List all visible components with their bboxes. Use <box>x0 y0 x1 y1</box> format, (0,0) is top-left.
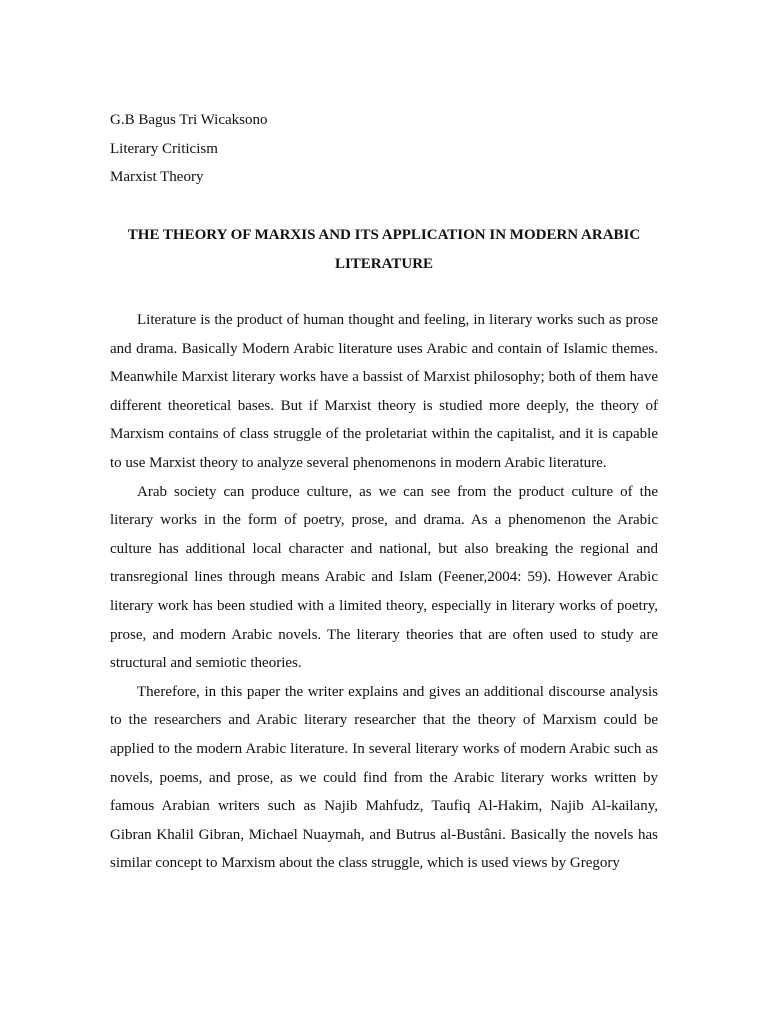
paragraph: Arab society can produce culture, as we can see from the product culture of the literary works in the form of poetry, prose, and drama. As a phenomenon the Arabic culture has additional local character and national, but also breaking the regional and transregional lines through means Arabic and Islam (Feener,2004: 59). However Arabic literary work has been studied with a limited theory, especially in literary works of poetry, prose, and modern Arabic novels. The literary theories that are often used to study are structural and semiotic theories. <box>110 483 658 672</box>
document-header <box>110 106 658 192</box>
paragraph: Therefore, in this paper the writer explains and gives an additional discourse analysis to the researchers and Arabic literary researcher that the theory of Marxism could be applied to the modern Arabic literature. In several literary works of modern Arabic such as novels, poems, and prose, as we could find from the Arabic literary works written by famous Arabian writers such as Najib Mahfudz, Taufiq Al-Hakim, Najib Al-kailany, Gibran Khalil Gibran, Michael Nuaymah, and Butrus al-Bustâni. Basically the novels has similar concept to Marxism about the class struggle, which is used views by Gregory <box>110 683 658 872</box>
document-title: THE THEORY OF MARXIS AND ITS APPLICATION IN MODERN ARABIC LITERATURE <box>127 227 641 272</box>
topic-name: Marxist Theory <box>110 169 204 186</box>
author-name: G.B Bagus Tri Wicaksono <box>110 112 268 128</box>
course-name: Literary Criticism <box>110 140 218 157</box>
paragraph: Literature is the product of human thought and feeling, in literary works such as prose and drama. Basically Modern Arabic literature uses Arabic and contain of Islamic themes. Meanwhile Marxist literary works have a bassist of Marxist philosophy; both of them have different theoretical bases. But if Marxist theory is studied more deeply, the theory of Marxism contains of class struggle of the proletariat within the capitalist, and it is capable to use Marxist theory to analyze several phenomenons in modern Arabic literature. <box>110 312 658 471</box>
document-body <box>110 306 658 878</box>
